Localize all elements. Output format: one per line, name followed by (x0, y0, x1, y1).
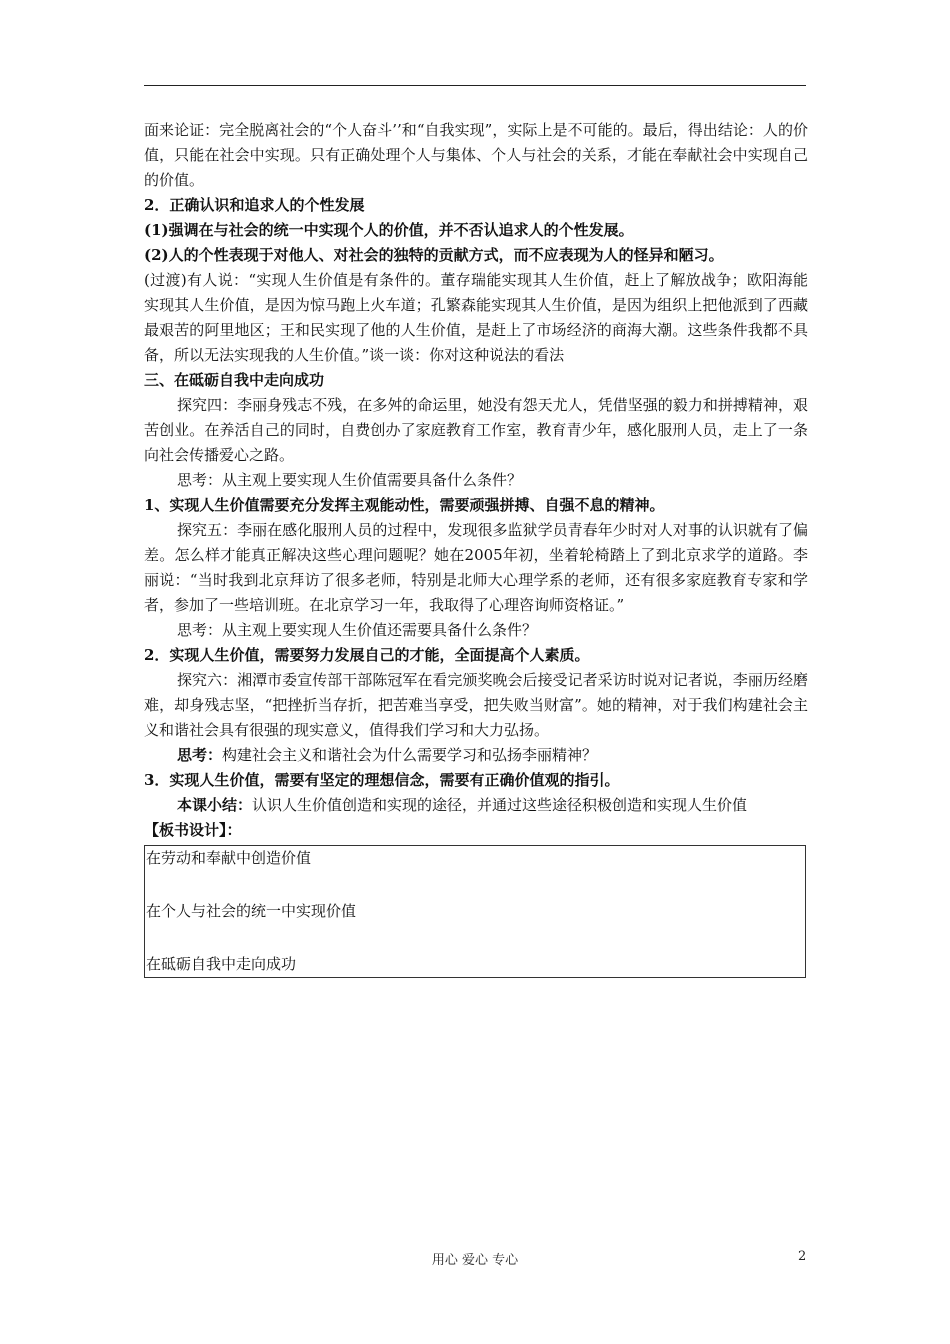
heading-personality: 2．正确认识和追求人的个性发展 (144, 196, 365, 214)
point-2: (2)人的个性表现于对他人、对社会的独特的贡献方式，而不应表现为人的怪异和陋习。 (144, 246, 724, 264)
board-design-box (144, 845, 806, 978)
paragraph-conclusion: 面来论证：完全脱离社会的“个人奋斗’’和“自我实现”，实际上是不可能的。最后，得出结论：人的价值，只能在社会中实现。只有正确处理个人与集体、个人与社会的关系，才能在奉献社会中实现自己的价值。 (144, 121, 808, 189)
footer-slogan: 用心 爱心 专心 (431, 1253, 519, 1268)
paragraph-transition: (过渡)有人说：“实现人生价值是有条件的。董存瑞能实现其人生价值，赶上了解放战争；欧阳海能实现其人生价值，是因为惊马跑上火车道；孔繁森能实现其人生价值，是因为组织上把他派到了西藏最艰苦的阿里地区；王和民实现了他的人生价值，是赶上了市场经济的商海大潮。这些条件我都不具备，所以无法实现我的人生价值。”谈一谈：你对这种说法的看法 (144, 271, 808, 364)
board-item: 在个人与社会的统一中实现价值 (146, 902, 357, 920)
document-body (144, 118, 808, 978)
board-item: 在砥砺自我中走向成功 (146, 955, 297, 973)
explore-5: 探究五：李丽在感化服刑人员的过程中，发现很多监狱学员青春年少时对人对事的认识就有了偏差。怎么样才能真正解决这些心理问题呢？她在2005年初，坐着轮椅踏上了到北京求学的道路。李丽说：“当时我到北京拜访了很多老师，特别是北师大心理学系的老师，还有很多家庭教育专家和学者，参加了一些培训班。在北京学习一年，我取得了心理咨询师资格证。” (144, 521, 808, 614)
answer-2: 2．实现人生价值，需要努力发展自己的才能，全面提高个人素质。 (144, 646, 590, 664)
think-3-text: 构建社会主义和谐社会为什么需要学习和弘扬李丽精神？ (222, 746, 598, 764)
board-design-heading: 【板书设计】： (144, 821, 242, 839)
summary-label: 本课小结： (177, 796, 253, 814)
point-1: (1)强调在与社会的统一中实现个人的价值，并不否认追求人的个性发展。 (144, 221, 634, 239)
think-3 (144, 743, 808, 768)
think-1: 思考：从主观上要实现人生价值需要具备什么条件？ (177, 471, 523, 489)
think-3-label: 思考： (177, 746, 223, 764)
summary-text: 认识人生价值创造和实现的途径，并通过这些途径积极创造和实现人生价值 (252, 796, 748, 814)
board-item: 在劳动和奉献中创造价值 (146, 849, 312, 867)
think-2: 思考：从主观上要实现人生价值还需要具备什么条件？ (177, 621, 538, 639)
explore-4: 探究四：李丽身残志不残，在多舛的命运里，她没有怨天尤人，凭借坚强的毅力和拼搏精神，艰苦创业。在养活自己的同时，自费创办了家庭教育工作室，教育青少年，感化服刑人员，走上了一条向社会传播爱心之路。 (144, 396, 808, 464)
header-rule (144, 85, 806, 86)
explore-6: 探究六：湘潭市委宣传部干部陈冠军在看完颁奖晚会后接受记者采访时说对记者说，李丽历经磨难，却身残志坚，“把挫折当存折，把苦难当享受，把失败当财富”。她的精神，对于我们构建社会主义和谐社会具有很强的现实意义，值得我们学习和大力弘扬。 (144, 671, 808, 739)
lesson-summary (144, 793, 808, 818)
page-number: 2 (798, 1249, 807, 1264)
section-heading-3: 三、在砥砺自我中走向成功 (144, 371, 325, 389)
answer-1: 1、实现人生价值需要充分发挥主观能动性，需要顽强拼搏、自强不息的精神。 (144, 496, 665, 514)
answer-3: 3．实现人生价值，需要有坚定的理想信念，需要有正确价值观的指引。 (144, 771, 620, 789)
